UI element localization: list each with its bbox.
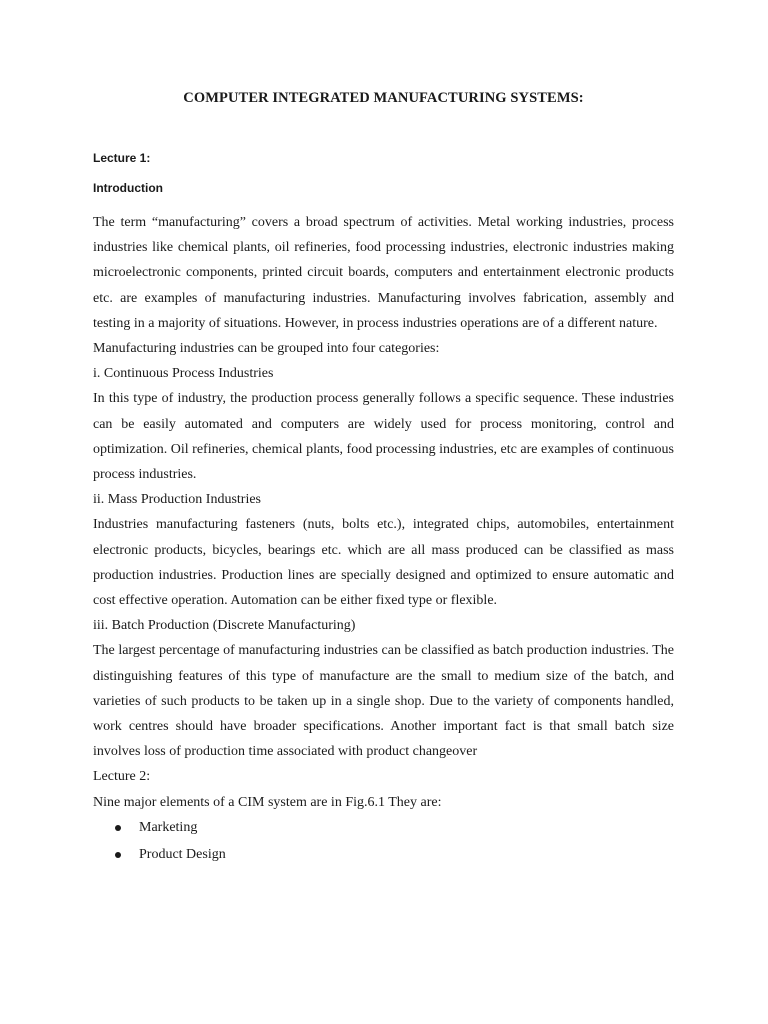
paragraph-manufacturing-definition: The term “manufacturing” covers a broad spectrum of activities. Metal working industries, process industries like chemical plants, oil refineries, food processing industries, electronic industries making microelectronic components, printed circuit boards, computers and entertainment electronic products etc. are examples of manufacturing industries. Manufacturing involves fabrication, assembly and testing in a majority of situations. However, in process industries operations are of a different nature. [93,215,674,331]
paragraph-mass-production: Industries manufacturing fasteners (nuts, bolts etc.), integrated chips, automobiles, entertainment electronic products, bicycles, bearings etc. which are all mass produced can be classified as mass production industries. Production lines are specially designed and optimized to ensure automatic and cost effective operation. Automation can be either fixed type or flexible. [93,517,674,609]
paragraph-batch-production: The largest percentage of manufacturing industries can be classified as batch production industries. The distinguishing features of this type of manufacture are the small to medium size of the batch, and varieties of such products to be taken up in a single shop. Due to the variety of components handled, work centres should have broader specifications. Another important fact is that small batch size involves loss of production time associated with product changeover [93,643,674,760]
list-item-label: Product Design [139,846,226,862]
list-item [93,842,674,868]
document-body [93,210,674,869]
cim-elements-list [93,815,674,868]
introduction-heading: Introduction [93,181,163,195]
subheading-batch-production: iii. Batch Production (Discrete Manufacturing) [93,618,356,634]
document-title: COMPUTER INTEGRATED MANUFACTURING SYSTEMS: [183,90,584,106]
bullet-icon [115,825,121,831]
lecture-2-heading: Lecture 2: [93,769,151,785]
list-item [93,815,674,841]
lecture-1-heading: Lecture 1: [93,151,151,165]
paragraph-categories-intro: Manufacturing industries can be grouped into four categories: [93,341,440,357]
subheading-continuous-process: i. Continuous Process Industries [93,366,274,382]
paragraph-continuous-process: In this type of industry, the production process generally follows a specific sequence. These industries can be easily automated and computers are widely used for process monitoring, control and optimization. Oil refineries, chemical plants, food processing industries, etc are examples of continuous process industries. [93,391,674,483]
bullet-icon [115,852,121,858]
subheading-mass-production: ii. Mass Production Industries [93,492,261,508]
list-item-label: Marketing [139,819,198,835]
paragraph-cim-elements-intro: Nine major elements of a CIM system are in Fig.6.1 They are: [93,794,442,810]
